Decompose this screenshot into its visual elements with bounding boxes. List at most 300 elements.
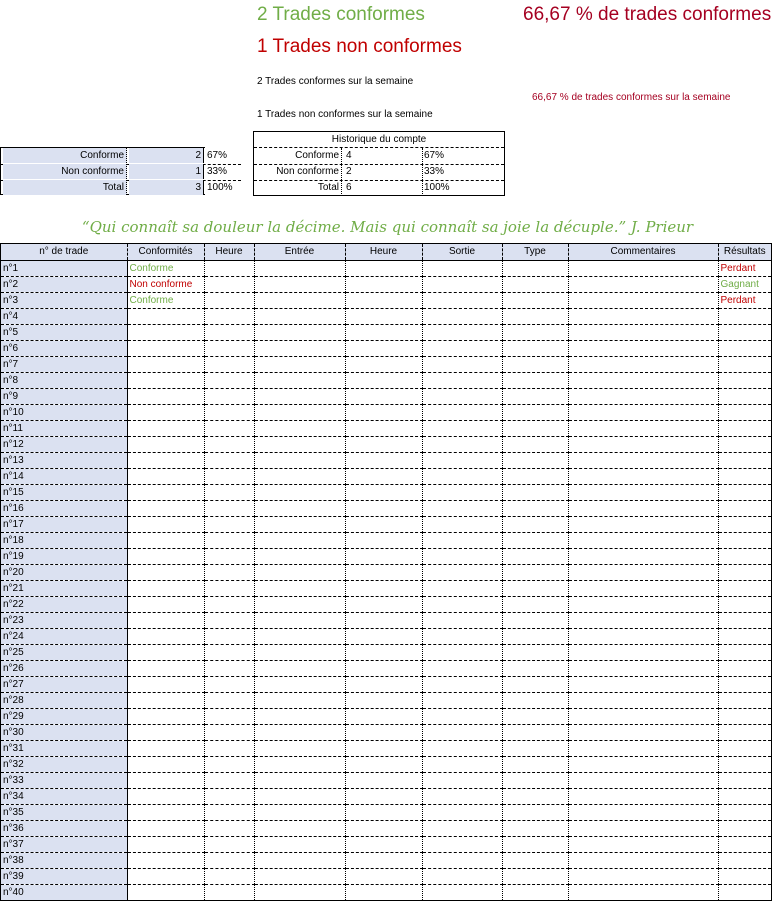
summary-pct[interactable]: 33% (207, 166, 228, 177)
cell-resultat[interactable] (718, 756, 771, 772)
cell-entree[interactable] (254, 820, 345, 836)
cell-commentaires[interactable] (568, 852, 718, 868)
cell-heure-sortie[interactable] (345, 340, 422, 356)
cell-type[interactable] (502, 260, 568, 276)
cell-conformite[interactable] (127, 708, 204, 724)
history-count[interactable]: 2 (346, 164, 423, 180)
cell-resultat[interactable] (718, 852, 771, 868)
col-header-trade-number[interactable]: n° de trade (1, 244, 127, 260)
cell-entree[interactable] (254, 324, 345, 340)
cell-commentaires[interactable] (568, 260, 718, 276)
cell-sortie[interactable] (422, 516, 502, 532)
cell-trade-number[interactable]: n°39 (1, 868, 127, 884)
cell-heure-sortie[interactable] (345, 756, 422, 772)
summary-row[interactable] (1, 148, 241, 165)
cell-entree[interactable] (254, 580, 345, 596)
cell-conformite[interactable] (127, 868, 204, 884)
cell-sortie[interactable] (422, 628, 502, 644)
cell-conformite[interactable] (127, 820, 204, 836)
cell-heure-entree[interactable] (204, 692, 254, 708)
cell-sortie[interactable] (422, 740, 502, 756)
cell-trade-number[interactable]: n°19 (1, 548, 127, 564)
cell-sortie[interactable] (422, 596, 502, 612)
cell-commentaires[interactable] (568, 836, 718, 852)
cell-type[interactable] (502, 340, 568, 356)
cell-heure-entree[interactable] (204, 644, 254, 660)
cell-heure-entree[interactable] (204, 724, 254, 740)
cell-commentaires[interactable] (568, 612, 718, 628)
cell-trade-number[interactable]: n°28 (1, 692, 127, 708)
cell-heure-entree[interactable] (204, 340, 254, 356)
cell-type[interactable] (502, 868, 568, 884)
cell-type[interactable] (502, 372, 568, 388)
cell-heure-sortie[interactable] (345, 564, 422, 580)
cell-commentaires[interactable] (568, 276, 718, 292)
cell-type[interactable] (502, 660, 568, 676)
cell-commentaires[interactable] (568, 564, 718, 580)
cell-resultat[interactable] (718, 484, 771, 500)
cell-entree[interactable] (254, 388, 345, 404)
cell-trade-number[interactable]: n°24 (1, 628, 127, 644)
cell-commentaires[interactable] (568, 340, 718, 356)
cell-trade-number[interactable]: n°23 (1, 612, 127, 628)
summary-label[interactable]: Non conforme (3, 164, 127, 179)
cell-sortie[interactable] (422, 420, 502, 436)
cell-commentaires[interactable] (568, 580, 718, 596)
cell-entree[interactable] (254, 772, 345, 788)
cell-sortie[interactable] (422, 580, 502, 596)
cell-entree[interactable] (254, 292, 345, 308)
cell-resultat[interactable] (718, 804, 771, 820)
cell-sortie[interactable] (422, 308, 502, 324)
cell-resultat[interactable] (718, 836, 771, 852)
cell-entree[interactable] (254, 644, 345, 660)
cell-trade-number[interactable]: n°4 (1, 308, 127, 324)
cell-heure-sortie[interactable] (345, 276, 422, 292)
cell-sortie[interactable] (422, 724, 502, 740)
cell-entree[interactable] (254, 660, 345, 676)
cell-heure-sortie[interactable] (345, 772, 422, 788)
cell-heure-entree[interactable] (204, 884, 254, 900)
cell-commentaires[interactable] (568, 884, 718, 900)
cell-entree[interactable] (254, 500, 345, 516)
cell-conformite[interactable] (127, 660, 204, 676)
cell-entree[interactable] (254, 852, 345, 868)
cell-heure-entree[interactable] (204, 788, 254, 804)
cell-sortie[interactable] (422, 756, 502, 772)
cell-resultat[interactable] (718, 420, 771, 436)
cell-type[interactable] (502, 724, 568, 740)
cell-sortie[interactable] (422, 260, 502, 276)
cell-sortie[interactable] (422, 644, 502, 660)
cell-trade-number[interactable]: n°16 (1, 500, 127, 516)
cell-entree[interactable] (254, 356, 345, 372)
history-pct[interactable]: 100% (424, 182, 450, 193)
cell-sortie[interactable] (422, 868, 502, 884)
cell-resultat[interactable] (718, 724, 771, 740)
cell-resultat[interactable] (718, 372, 771, 388)
cell-heure-sortie[interactable] (345, 404, 422, 420)
cell-trade-number[interactable]: n°14 (1, 468, 127, 484)
cell-type[interactable] (502, 468, 568, 484)
history-label[interactable]: Total (254, 180, 342, 196)
cell-commentaires[interactable] (568, 372, 718, 388)
cell-resultat[interactable] (718, 788, 771, 804)
cell-type[interactable] (502, 804, 568, 820)
cell-heure-sortie[interactable] (345, 324, 422, 340)
cell-type[interactable] (502, 292, 568, 308)
cell-heure-entree[interactable] (204, 356, 254, 372)
summary-row[interactable] (1, 164, 241, 181)
cell-heure-sortie[interactable] (345, 260, 422, 276)
cell-resultat[interactable] (718, 596, 771, 612)
cell-type[interactable] (502, 612, 568, 628)
cell-heure-sortie[interactable] (345, 868, 422, 884)
cell-resultat[interactable] (718, 356, 771, 372)
cell-conformite[interactable] (127, 468, 204, 484)
cell-conformite[interactable] (127, 596, 204, 612)
cell-type[interactable] (502, 644, 568, 660)
cell-heure-sortie[interactable] (345, 388, 422, 404)
cell-conformite[interactable] (127, 420, 204, 436)
cell-sortie[interactable] (422, 676, 502, 692)
cell-type[interactable] (502, 884, 568, 900)
cell-heure-sortie[interactable] (345, 628, 422, 644)
cell-entree[interactable] (254, 708, 345, 724)
cell-entree[interactable] (254, 724, 345, 740)
cell-conformite[interactable] (127, 500, 204, 516)
cell-trade-number[interactable]: n°37 (1, 836, 127, 852)
cell-commentaires[interactable] (568, 516, 718, 532)
cell-heure-sortie[interactable] (345, 292, 422, 308)
cell-sortie[interactable] (422, 836, 502, 852)
cell-sortie[interactable] (422, 468, 502, 484)
cell-resultat[interactable] (718, 708, 771, 724)
cell-heure-entree[interactable] (204, 580, 254, 596)
history-label[interactable]: Conforme (254, 148, 342, 164)
cell-type[interactable] (502, 436, 568, 452)
cell-heure-sortie[interactable] (345, 500, 422, 516)
cell-trade-number[interactable]: n°31 (1, 740, 127, 756)
summary-count[interactable]: 3 (129, 180, 204, 195)
cell-sortie[interactable] (422, 852, 502, 868)
col-header-conformites[interactable]: Conformités (127, 244, 204, 260)
cell-resultat[interactable] (718, 468, 771, 484)
cell-heure-sortie[interactable] (345, 788, 422, 804)
cell-resultat[interactable] (718, 532, 771, 548)
cell-trade-number[interactable]: n°20 (1, 564, 127, 580)
cell-conformite[interactable] (127, 388, 204, 404)
cell-heure-entree[interactable] (204, 740, 254, 756)
cell-conformite[interactable] (127, 724, 204, 740)
cell-conformite[interactable] (127, 436, 204, 452)
cell-type[interactable] (502, 308, 568, 324)
cell-type[interactable] (502, 692, 568, 708)
cell-heure-entree[interactable] (204, 308, 254, 324)
cell-conformite[interactable] (127, 884, 204, 900)
cell-entree[interactable] (254, 404, 345, 420)
cell-trade-number[interactable]: n°17 (1, 516, 127, 532)
cell-trade-number[interactable]: n°3 (1, 292, 127, 308)
cell-conformite[interactable]: Conforme (127, 260, 204, 276)
cell-sortie[interactable] (422, 660, 502, 676)
cell-commentaires[interactable] (568, 436, 718, 452)
cell-heure-sortie[interactable] (345, 820, 422, 836)
cell-trade-number[interactable]: n°13 (1, 452, 127, 468)
cell-trade-number[interactable]: n°11 (1, 420, 127, 436)
cell-commentaires[interactable] (568, 308, 718, 324)
cell-heure-sortie[interactable] (345, 660, 422, 676)
cell-trade-number[interactable]: n°34 (1, 788, 127, 804)
cell-type[interactable] (502, 452, 568, 468)
cell-heure-sortie[interactable] (345, 372, 422, 388)
cell-heure-sortie[interactable] (345, 436, 422, 452)
cell-resultat[interactable] (718, 612, 771, 628)
cell-heure-entree[interactable] (204, 324, 254, 340)
cell-resultat[interactable] (718, 548, 771, 564)
cell-resultat[interactable]: Gagnant (718, 276, 771, 292)
cell-resultat[interactable] (718, 436, 771, 452)
cell-heure-sortie[interactable] (345, 532, 422, 548)
cell-resultat[interactable] (718, 516, 771, 532)
cell-trade-number[interactable]: n°1 (1, 260, 127, 276)
cell-heure-entree[interactable] (204, 452, 254, 468)
cell-trade-number[interactable]: n°12 (1, 436, 127, 452)
cell-resultat[interactable] (718, 452, 771, 468)
cell-trade-number[interactable]: n°15 (1, 484, 127, 500)
cell-entree[interactable] (254, 868, 345, 884)
cell-heure-sortie[interactable] (345, 356, 422, 372)
summary-pct[interactable]: 100% (207, 182, 233, 193)
cell-entree[interactable] (254, 532, 345, 548)
cell-entree[interactable] (254, 612, 345, 628)
cell-trade-number[interactable]: n°25 (1, 644, 127, 660)
col-header-heure-sortie[interactable]: Heure (345, 244, 422, 260)
cell-trade-number[interactable]: n°29 (1, 708, 127, 724)
cell-entree[interactable] (254, 804, 345, 820)
cell-commentaires[interactable] (568, 532, 718, 548)
col-header-entree[interactable]: Entrée (254, 244, 345, 260)
cell-entree[interactable] (254, 276, 345, 292)
cell-heure-entree[interactable] (204, 532, 254, 548)
cell-type[interactable] (502, 628, 568, 644)
cell-entree[interactable] (254, 260, 345, 276)
cell-resultat[interactable] (718, 676, 771, 692)
cell-type[interactable] (502, 836, 568, 852)
cell-heure-sortie[interactable] (345, 708, 422, 724)
cell-heure-sortie[interactable] (345, 452, 422, 468)
cell-heure-entree[interactable] (204, 708, 254, 724)
cell-conformite[interactable] (127, 612, 204, 628)
cell-resultat[interactable] (718, 740, 771, 756)
history-label[interactable]: Non conforme (254, 164, 342, 180)
cell-type[interactable] (502, 708, 568, 724)
cell-heure-entree[interactable] (204, 276, 254, 292)
cell-heure-entree[interactable] (204, 468, 254, 484)
cell-entree[interactable] (254, 436, 345, 452)
cell-sortie[interactable] (422, 804, 502, 820)
cell-heure-entree[interactable] (204, 436, 254, 452)
cell-trade-number[interactable]: n°36 (1, 820, 127, 836)
col-header-sortie[interactable]: Sortie (422, 244, 502, 260)
cell-conformite[interactable] (127, 740, 204, 756)
cell-commentaires[interactable] (568, 804, 718, 820)
cell-trade-number[interactable]: n°30 (1, 724, 127, 740)
cell-trade-number[interactable]: n°10 (1, 404, 127, 420)
cell-entree[interactable] (254, 884, 345, 900)
cell-trade-number[interactable]: n°32 (1, 756, 127, 772)
cell-heure-entree[interactable] (204, 820, 254, 836)
cell-commentaires[interactable] (568, 868, 718, 884)
cell-commentaires[interactable] (568, 324, 718, 340)
cell-heure-sortie[interactable] (345, 884, 422, 900)
cell-entree[interactable] (254, 308, 345, 324)
cell-type[interactable] (502, 276, 568, 292)
cell-type[interactable] (502, 820, 568, 836)
cell-resultat[interactable] (718, 340, 771, 356)
cell-conformite[interactable] (127, 644, 204, 660)
cell-sortie[interactable] (422, 788, 502, 804)
cell-commentaires[interactable] (568, 420, 718, 436)
cell-commentaires[interactable] (568, 468, 718, 484)
cell-sortie[interactable] (422, 324, 502, 340)
cell-sortie[interactable] (422, 820, 502, 836)
cell-conformite[interactable] (127, 580, 204, 596)
cell-type[interactable] (502, 500, 568, 516)
cell-entree[interactable] (254, 452, 345, 468)
cell-sortie[interactable] (422, 436, 502, 452)
col-header-commentaires[interactable]: Commentaires (568, 244, 718, 260)
cell-heure-sortie[interactable] (345, 612, 422, 628)
cell-trade-number[interactable]: n°26 (1, 660, 127, 676)
cell-heure-sortie[interactable] (345, 484, 422, 500)
cell-heure-sortie[interactable] (345, 836, 422, 852)
cell-type[interactable] (502, 548, 568, 564)
history-count[interactable]: 4 (346, 148, 423, 164)
cell-resultat[interactable] (718, 868, 771, 884)
cell-heure-entree[interactable] (204, 292, 254, 308)
cell-trade-number[interactable]: n°35 (1, 804, 127, 820)
cell-commentaires[interactable] (568, 644, 718, 660)
cell-resultat[interactable] (718, 692, 771, 708)
cell-resultat[interactable] (718, 884, 771, 900)
cell-conformite[interactable] (127, 804, 204, 820)
cell-commentaires[interactable] (568, 596, 718, 612)
cell-entree[interactable] (254, 740, 345, 756)
cell-sortie[interactable] (422, 276, 502, 292)
cell-entree[interactable] (254, 692, 345, 708)
cell-sortie[interactable] (422, 372, 502, 388)
cell-entree[interactable] (254, 372, 345, 388)
cell-sortie[interactable] (422, 484, 502, 500)
cell-heure-entree[interactable] (204, 500, 254, 516)
cell-entree[interactable] (254, 564, 345, 580)
cell-entree[interactable] (254, 788, 345, 804)
cell-conformite[interactable] (127, 548, 204, 564)
cell-conformite[interactable]: Non conforme (127, 276, 204, 292)
cell-conformite[interactable] (127, 372, 204, 388)
cell-trade-number[interactable]: n°33 (1, 772, 127, 788)
cell-entree[interactable] (254, 340, 345, 356)
cell-type[interactable] (502, 772, 568, 788)
cell-entree[interactable] (254, 756, 345, 772)
cell-trade-number[interactable]: n°21 (1, 580, 127, 596)
cell-heure-entree[interactable] (204, 388, 254, 404)
cell-commentaires[interactable] (568, 788, 718, 804)
col-header-type[interactable]: Type (502, 244, 568, 260)
cell-sortie[interactable] (422, 452, 502, 468)
cell-entree[interactable] (254, 548, 345, 564)
cell-conformite[interactable] (127, 404, 204, 420)
cell-trade-number[interactable]: n°9 (1, 388, 127, 404)
cell-sortie[interactable] (422, 884, 502, 900)
cell-entree[interactable] (254, 484, 345, 500)
cell-type[interactable] (502, 516, 568, 532)
cell-trade-number[interactable]: n°18 (1, 532, 127, 548)
cell-sortie[interactable] (422, 500, 502, 516)
cell-resultat[interactable] (718, 772, 771, 788)
cell-type[interactable] (502, 596, 568, 612)
cell-type[interactable] (502, 852, 568, 868)
cell-sortie[interactable] (422, 532, 502, 548)
cell-conformite[interactable] (127, 356, 204, 372)
cell-heure-entree[interactable] (204, 772, 254, 788)
cell-sortie[interactable] (422, 772, 502, 788)
cell-commentaires[interactable] (568, 388, 718, 404)
cell-commentaires[interactable] (568, 292, 718, 308)
cell-conformite[interactable]: Conforme (127, 292, 204, 308)
cell-commentaires[interactable] (568, 708, 718, 724)
cell-conformite[interactable] (127, 676, 204, 692)
cell-type[interactable] (502, 756, 568, 772)
cell-heure-sortie[interactable] (345, 548, 422, 564)
cell-sortie[interactable] (422, 404, 502, 420)
cell-heure-entree[interactable] (204, 868, 254, 884)
cell-resultat[interactable] (718, 660, 771, 676)
cell-heure-entree[interactable] (204, 804, 254, 820)
cell-sortie[interactable] (422, 388, 502, 404)
cell-conformite[interactable] (127, 324, 204, 340)
history-pct[interactable]: 33% (424, 166, 445, 177)
col-header-resultats[interactable]: Résultats (718, 244, 771, 260)
cell-conformite[interactable] (127, 692, 204, 708)
cell-trade-number[interactable]: n°2 (1, 276, 127, 292)
cell-type[interactable] (502, 324, 568, 340)
cell-heure-entree[interactable] (204, 548, 254, 564)
cell-conformite[interactable] (127, 452, 204, 468)
cell-entree[interactable] (254, 516, 345, 532)
cell-type[interactable] (502, 676, 568, 692)
cell-heure-entree[interactable] (204, 404, 254, 420)
cell-sortie[interactable] (422, 356, 502, 372)
col-header-heure-entree[interactable]: Heure (204, 244, 254, 260)
cell-commentaires[interactable] (568, 660, 718, 676)
cell-conformite[interactable] (127, 340, 204, 356)
cell-resultat[interactable] (718, 324, 771, 340)
cell-heure-sortie[interactable] (345, 804, 422, 820)
cell-entree[interactable] (254, 468, 345, 484)
cell-heure-sortie[interactable] (345, 596, 422, 612)
cell-heure-entree[interactable] (204, 676, 254, 692)
cell-heure-entree[interactable] (204, 564, 254, 580)
cell-heure-sortie[interactable] (345, 676, 422, 692)
cell-conformite[interactable] (127, 788, 204, 804)
cell-conformite[interactable] (127, 836, 204, 852)
cell-trade-number[interactable]: n°40 (1, 884, 127, 900)
cell-heure-sortie[interactable] (345, 852, 422, 868)
history-pct[interactable]: 67% (424, 150, 445, 161)
cell-commentaires[interactable] (568, 756, 718, 772)
